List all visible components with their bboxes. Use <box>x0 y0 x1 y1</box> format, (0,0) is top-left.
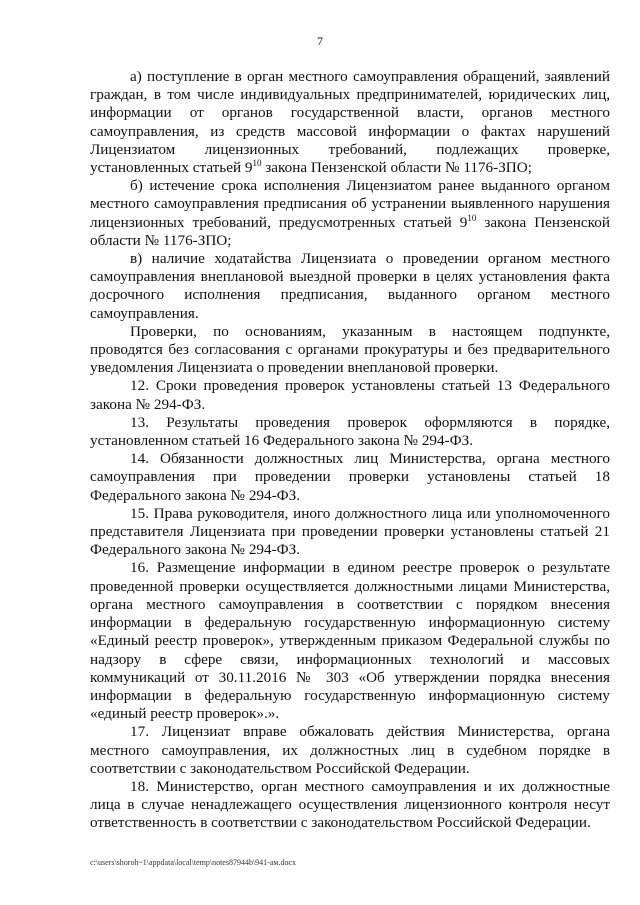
document-body <box>90 68 610 833</box>
page-number: 7 <box>317 34 323 48</box>
paragraph-15: 15. Права руководителя, иного должностного лица или уполномоченного представителя Лицензиата при проведении проверки установлены статьей 21 Федерального закона № 294-ФЗ. <box>90 504 610 559</box>
paragraph-17: 17. Лицензиат вправе обжаловать действия Министерства, органа местного самоуправления, их должностных лиц в судебном порядке в соответствии с законодательством Российской Федерации. <box>90 723 610 777</box>
paragraph-checks-note: Проверки, по основаниям, указанным в настоящем подпункте, проводятся без согласования с органами прокуратуры и без предварительного уведомления Лицензиата о проведении внеплановой проверки. <box>90 322 610 377</box>
paragraph-c: в) наличие ходатайства Лицензиата о проведении органом местного самоуправления внеплановой выездной проверки в целях установления факта досрочного исполнения предписания, выданного органом местного самоуправления. <box>90 250 610 322</box>
paragraph-18: 18. Министерство, орган местного самоуправления и их должностные лица в случае ненадлежащего осуществления лицензионного контроля несут ответственность в соответствии с законодательством Российской Федерации. <box>90 777 610 832</box>
file-path-footer: c:\users\shoroh~1\appdata\local\temp\notes87944b\941-aм.docx <box>90 858 297 867</box>
paragraph-14: 14. Обязанности должностных лиц Министерства, органа местного самоуправления при проведении проверки установлены статьей 18 Федерального закона № 294-ФЗ. <box>90 450 610 504</box>
paragraph-16: 16. Размещение информации в едином реестре проверок о результате проведенной проверки осуществляется должностными лицами Министерства, органа местного самоуправления в соответствии с порядком внесения информации в федеральную государственную информационную систему «Единый реестр проверок», утвержденным приказом Федеральной службы по надзору в сфере связи, информационных технологий и массовых коммуникаций от 30.11.2016 № 303 «Об утверждении порядка внесения информации в федеральную государственную информационную систему «единый реестр проверок».». <box>90 559 610 723</box>
paragraph-13: 13. Результаты проведения проверок оформляются в порядке, установленном статьей 16 Федерального закона № 294-ФЗ. <box>90 413 610 450</box>
paragraph-12: 12. Сроки проведения проверок установлены статьей 13 Федерального закона № 294-ФЗ. <box>90 377 610 413</box>
paragraph-a: а) поступление в орган местного самоуправления обращений, заявлений граждан, в том числе индивидуальных предпринимателей, юридических лиц, информации от органов государственной власти, органов местного самоуправления, из средств массовой информации о фактах нарушений Лицензиатом лицензионных требований, подлежащих проверке, установленных статьей $9^{10}$ закона Пензенской области № 1176-ЗПО; <box>90 68 610 177</box>
paragraph-b: б) истечение срока исполнения Лицензиатом ранее выданного органом местного самоуправления предписания об устранении выявленного нарушения лицензионных требований, предусмотренных статьей $9^{10}$ закона Пензенской области № 1176-ЗПО; <box>90 177 610 249</box>
